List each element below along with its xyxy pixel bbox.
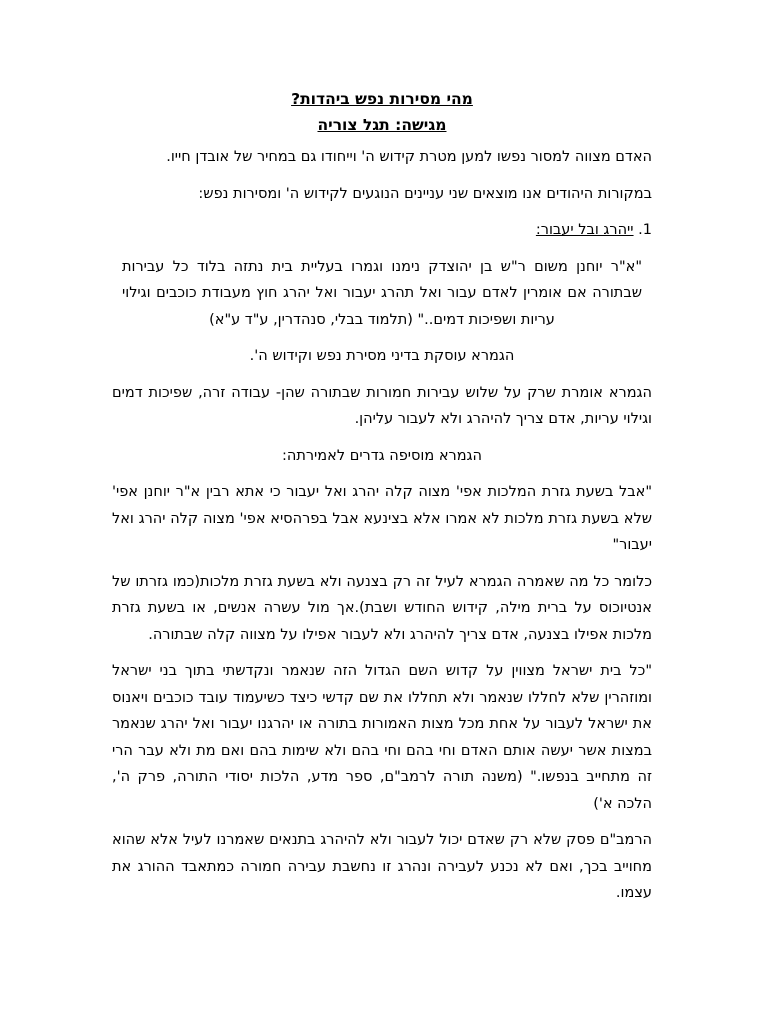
sources-paragraph: במקורות היהודים אנו מוצאים שני עניינים הנוגעים לקידוש ה' ומסירות נפש: <box>198 185 652 202</box>
gemara-paragraph-3: הגמרא מוסיפה גדרים לאמירתה: <box>281 447 483 464</box>
explanation-paragraph: כלומר כל מה שאמרה הגמרא לעיל זה רק בצנעה ולא בשעת גזרת מלכות(כמו גזרתו של אנטיוכוס על ברית מילה, קידוש החודש ושבת).אך מול עשרה אנשים, או בשעת גזרת מלכות אפילו בצנעה, אדם צריך להיהרג ולא לעבור אפילו על מצווה קלה שבתורה. <box>112 573 652 643</box>
talmud-quote: "א"ר יוחנן משום ר"ש בן יהוצדק נימנו וגמרו בעליית בית נתזה בלוד כל עבירות שבתורה אם אומרין לאדם עבור ואל תהרג יעבור ואל יהרג חוץ מעבודת כוכבים וגילוי עריות ושפיכות דמים.." (תלמוד בבלי, סנהדרין, ע"ד ע"א) <box>122 258 642 328</box>
document-title: מהי מסירות נפש ביהדות? <box>291 90 473 108</box>
section-heading-1 <box>112 217 652 244</box>
rambam-quote: "כל בית ישראל מצווין על קדוש השם הגדול הזה שנאמר ונקדשתי בתוך בני ישראל ומוזהרין שלא לחללו שנאמר ולא תחללו את שם קדשי כיצד כשיעמוד עובד כוכבים ויאנוס את ישראל לעבור על אחת מכל מצות האמורות בתורה או יהרגנו יעבור ואל יהרג שנאמר במצות אשר יעשה אותם האדם וחי בהם וחי בהם ולא שימות בהם ואם מת ולא עבר הרי זה מתחייב בנפשו." (משנה תורה לרמב"ם, ספר מדע, הלכות יסודי התורה, פרק ה', הלכה א') <box>112 663 652 812</box>
document-author: מגישה: תגל צוריה <box>317 116 447 134</box>
rambam-paragraph: הרמב"ם פסק שלא רק שאדם יכול לעבור ולא להיהרג בתנאים שאמרנו לעיל אלא שהוא מחוייב בכך, ואם לא נכנע לעבירה ונהרג זו נחשבת עבירה חמורה כמתאבד ההורג את עצמו. <box>112 832 652 901</box>
gemara-quote-2: "אבל בשעת גזרת המלכות אפי' מצוה קלה יהרג ואל יעבור כי אתא רבין א"ר יוחנן אפי' שלא בשעת גזרת מלכות לא אמרו אלא בצינעא אבל בפרהסיא אפי' מצוה קלה יהרג ואל יעבור" <box>112 484 652 553</box>
gemara-paragraph-2: הגמרא אומרת שרק על שלוש עבירות חמורות שבתורה שהן- עבודה זרה, שפיכות דמים וגילוי עריות, אדם צריך להיהרג ולא לעבור עליהן. <box>112 384 652 427</box>
section-number: 1. <box>638 222 652 238</box>
section-title: ייהרג ובל יעבור: <box>535 222 634 238</box>
intro-paragraph: האדם מצווה למסור נפשו למען מטרת קידוש ה' וייחודו גם במחיר של אובדן חייו. <box>166 149 652 165</box>
gemara-paragraph-1: הגמרא עוסקת בדיני מסירת נפש וקידוש ה'. <box>249 348 515 364</box>
document-page <box>112 86 652 917</box>
